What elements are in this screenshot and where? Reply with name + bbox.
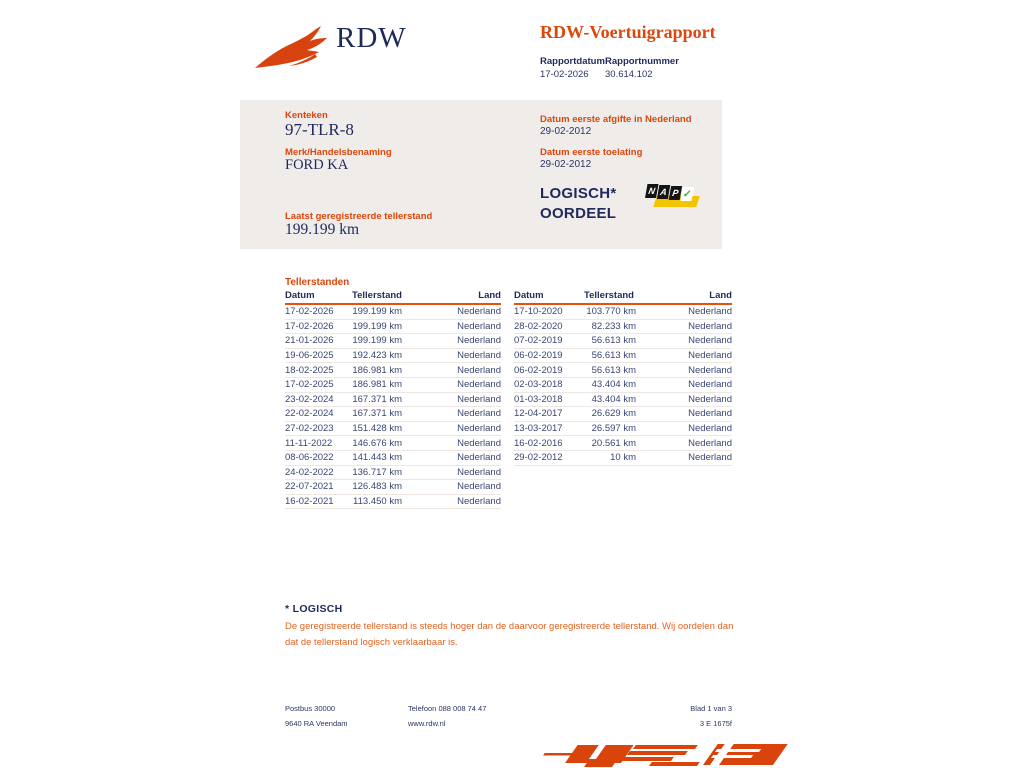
- cell-land: Nederland: [688, 364, 732, 376]
- footer-page-number: Blad 1 van 3: [690, 704, 732, 713]
- cell-tellerstand: 186.981 km: [352, 364, 402, 376]
- cell-datum: 07-02-2019: [514, 335, 563, 347]
- rdw-stripes-decoration-icon: [537, 741, 789, 768]
- table-row: [514, 393, 732, 408]
- table-row: [285, 349, 501, 364]
- report-date-label: Rapportdatum: [540, 56, 605, 67]
- table-row: [285, 436, 501, 451]
- cell-tellerstand: 136.717 km: [352, 466, 402, 478]
- oordeel-verdict: [540, 184, 617, 224]
- table-row: [514, 451, 732, 466]
- table-header-row: [285, 290, 501, 305]
- footer-contact: [408, 701, 486, 731]
- cell-land: Nederland: [688, 350, 732, 362]
- cell-tellerstand: 199.199 km: [352, 335, 402, 347]
- cell-datum: 18-02-2025: [285, 364, 334, 376]
- table-row: [514, 436, 732, 451]
- eerste-toelating-value: 29-02-2012: [540, 159, 592, 170]
- report-number-value: 30.614.102: [605, 69, 653, 80]
- cell-datum: 17-02-2026: [285, 306, 334, 318]
- cell-tellerstand: 151.428 km: [352, 423, 402, 435]
- cell-datum: 08-06-2022: [285, 452, 334, 464]
- cell-datum: 24-02-2022: [285, 466, 334, 478]
- cell-datum: 06-02-2019: [514, 350, 563, 362]
- cell-land: Nederland: [457, 452, 501, 464]
- cell-datum: 23-02-2024: [285, 393, 334, 405]
- column-header-land: Land: [709, 290, 732, 301]
- cell-land: Nederland: [457, 466, 501, 478]
- table-row: [285, 407, 501, 422]
- cell-land: Nederland: [457, 437, 501, 449]
- eerste-afgifte-label: Datum eerste afgifte in Nederland: [540, 114, 692, 125]
- table-row: [514, 363, 732, 378]
- table-row: [514, 320, 732, 335]
- footer-postbus: Postbus 30000: [285, 704, 336, 713]
- tellerstand-label: Laatst geregistreerde tellerstand: [285, 211, 433, 222]
- cell-tellerstand: 167.371 km: [352, 408, 402, 420]
- cell-land: Nederland: [457, 393, 501, 405]
- table-row: [285, 305, 501, 320]
- cell-datum: 17-02-2026: [285, 320, 334, 332]
- cell-land: Nederland: [457, 408, 501, 420]
- footer-phone: Telefoon 088 008 74 47: [408, 704, 487, 713]
- nap-logo: [646, 184, 700, 211]
- rdw-wing-logo-icon: [253, 26, 333, 70]
- table-row: [285, 466, 501, 481]
- footer-form-code: 3 E 1675f: [699, 719, 732, 728]
- cell-tellerstand: 43.404 km: [591, 393, 636, 405]
- merk-label: Merk/Handelsbenaming: [285, 147, 392, 158]
- cell-datum: 29-02-2012: [514, 452, 563, 464]
- cell-tellerstand: 141.443 km: [352, 452, 402, 464]
- cell-tellerstand: 113.450 km: [353, 496, 402, 508]
- footer-address: [285, 701, 348, 731]
- cell-datum: 16-02-2016: [514, 437, 563, 449]
- cell-land: Nederland: [688, 379, 732, 391]
- table-row: [514, 407, 732, 422]
- table-row: [285, 334, 501, 349]
- cell-land: Nederland: [457, 306, 501, 318]
- cell-tellerstand: 192.423 km: [352, 350, 402, 362]
- cell-datum: 01-03-2018: [514, 393, 563, 405]
- column-header-tellerstand: Tellerstand: [584, 290, 634, 301]
- cell-tellerstand: 43.404 km: [591, 379, 636, 391]
- cell-land: Nederland: [688, 306, 732, 318]
- cell-tellerstand: 126.483 km: [352, 481, 402, 493]
- oordeel-line2: OORDEEL: [540, 205, 617, 222]
- nap-letter-p: P: [669, 186, 682, 200]
- cell-tellerstand: 82.233 km: [591, 320, 636, 332]
- cell-land: Nederland: [457, 379, 501, 391]
- table-row: [514, 378, 732, 393]
- cell-datum: 02-03-2018: [514, 379, 563, 391]
- rdw-logo-text: RDW: [336, 22, 407, 54]
- footer-pagination: [640, 701, 732, 731]
- cell-tellerstand: 26.597 km: [591, 423, 636, 435]
- cell-datum: 28-02-2020: [514, 320, 563, 332]
- cell-land: Nederland: [688, 335, 732, 347]
- cell-datum: 27-02-2023: [285, 423, 334, 435]
- cell-datum: 12-04-2017: [514, 408, 563, 420]
- table-row: [514, 334, 732, 349]
- column-header-tellerstand: Tellerstand: [352, 290, 402, 301]
- table-row: [514, 422, 732, 437]
- cell-tellerstand: 26.629 km: [591, 408, 636, 420]
- cell-land: Nederland: [457, 496, 501, 508]
- report-number-label: Rapportnummer: [605, 56, 679, 67]
- table-row: [285, 393, 501, 408]
- cell-datum: 19-06-2025: [285, 350, 334, 362]
- table-row: [285, 422, 501, 437]
- table-row: [285, 320, 501, 335]
- kenteken-label: Kenteken: [285, 110, 328, 121]
- cell-land: Nederland: [688, 437, 732, 449]
- cell-land: Nederland: [457, 320, 501, 332]
- column-header-datum: Datum: [514, 290, 544, 301]
- column-header-datum: Datum: [285, 290, 315, 301]
- cell-tellerstand: 56.613 km: [591, 335, 636, 347]
- cell-datum: 16-02-2021: [285, 496, 334, 508]
- cell-datum: 13-03-2017: [514, 423, 563, 435]
- report-date-value: 17-02-2026: [540, 69, 589, 80]
- table-header-row: [514, 290, 732, 305]
- cell-land: Nederland: [688, 423, 732, 435]
- table-row: [514, 349, 732, 364]
- table-row: [514, 305, 732, 320]
- cell-land: Nederland: [457, 364, 501, 376]
- table-row: [285, 495, 501, 510]
- cell-land: Nederland: [688, 320, 732, 332]
- cell-land: Nederland: [688, 393, 732, 405]
- nap-letter-boxes: [645, 184, 695, 201]
- table-row: [285, 378, 501, 393]
- cell-datum: 21-01-2026: [285, 335, 334, 347]
- cell-datum: 22-07-2021: [285, 481, 334, 493]
- cell-tellerstand: 103.770 km: [586, 306, 636, 318]
- vehicle-summary-panel: [240, 100, 722, 249]
- cell-datum: 11-11-2022: [285, 437, 333, 449]
- page-title: RDW-Voertuigrapport: [540, 22, 716, 42]
- tellerstanden-heading: Tellerstanden: [285, 277, 350, 288]
- logisch-footnote-text: De geregistreerde tellerstand is steeds hoger dan de daarvoor geregistreerde tellerstand. Wij oordelen dan dat de tellerstand logisch verklaarbaar is.: [285, 621, 734, 648]
- cell-datum: 06-02-2019: [514, 364, 563, 376]
- logisch-footnote-heading: * LOGISCH: [285, 603, 343, 615]
- oordeel-line1: LOGISCH*: [540, 185, 617, 202]
- cell-datum: 17-02-2025: [285, 379, 334, 391]
- footer-city: 9640 RA Veendam: [285, 719, 348, 728]
- cell-land: Nederland: [457, 423, 501, 435]
- cell-land: Nederland: [688, 452, 732, 464]
- cell-land: Nederland: [457, 481, 501, 493]
- table-row: [285, 451, 501, 466]
- nap-letter-a: A: [657, 185, 670, 199]
- eerste-toelating-label: Datum eerste toelating: [540, 147, 643, 158]
- tellerstand-value: 199.199 km: [285, 221, 360, 238]
- cell-tellerstand: 10 km: [610, 452, 636, 464]
- table-row: [285, 480, 501, 495]
- cell-land: Nederland: [688, 408, 732, 420]
- cell-land: Nederland: [457, 335, 501, 347]
- cell-tellerstand: 146.676 km: [352, 437, 402, 449]
- cell-datum: 22-02-2024: [285, 408, 334, 420]
- footer-website-link[interactable]: www.rdw.nl: [408, 719, 446, 728]
- cell-tellerstand: 56.613 km: [591, 350, 636, 362]
- nap-checkmark-icon: ✓: [682, 188, 693, 200]
- cell-tellerstand: 167.371 km: [352, 393, 402, 405]
- cell-land: Nederland: [457, 350, 501, 362]
- odometer-table-left: [285, 290, 501, 509]
- cell-datum: 17-10-2020: [514, 306, 563, 318]
- odometer-table-right: [514, 290, 732, 466]
- nap-letter-n: N: [645, 184, 658, 198]
- table-row: [285, 363, 501, 378]
- cell-tellerstand: 199.199 km: [352, 306, 402, 318]
- cell-tellerstand: 199.199 km: [352, 320, 402, 332]
- cell-tellerstand: 20.561 km: [591, 437, 636, 449]
- column-header-land: Land: [478, 290, 501, 301]
- cell-tellerstand: 56.613 km: [591, 364, 636, 376]
- eerste-afgifte-value: 29-02-2012: [540, 126, 592, 137]
- cell-tellerstand: 186.981 km: [352, 379, 402, 391]
- merk-value: FORD KA: [285, 157, 349, 173]
- kenteken-value: 97-TLR-8: [285, 120, 354, 139]
